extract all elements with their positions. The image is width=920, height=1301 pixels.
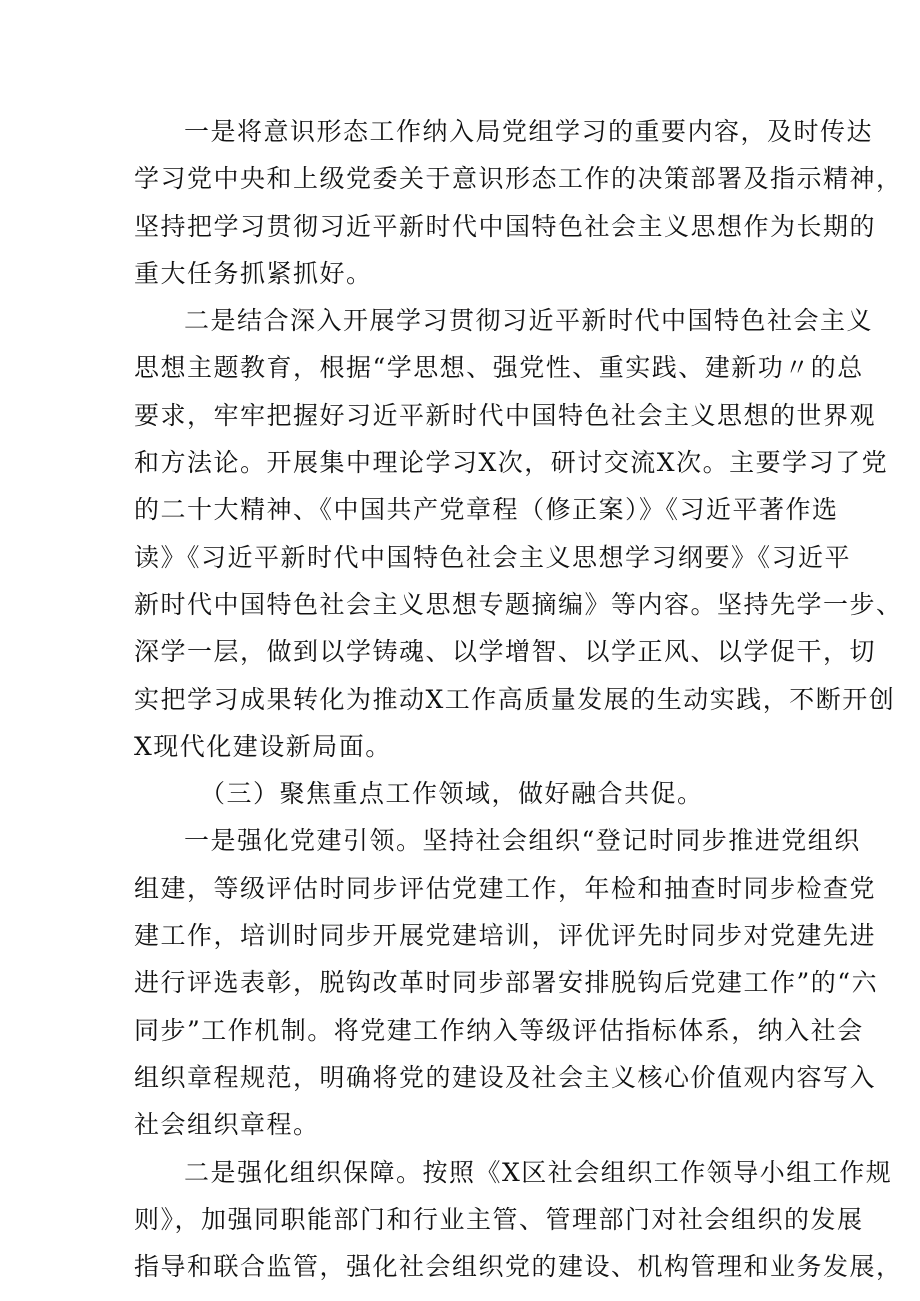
paragraph-line: 社会组织章程。 [134,1110,320,1140]
section-heading: （三）聚焦重点工作领域，做好融合共促。 [200,779,704,809]
paragraph-line: 一是强化党建引领。坚持社会组织“登记时同步推进党组织 [184,826,861,856]
paragraph-line: 建工作，培训时同步开展党建培训，评优评先时同步对党建先进 [134,921,877,951]
paragraph-line: 思想主题教育，根据“学思想、强党性、重实践、建新功〃的总 [134,353,864,383]
paragraph-line: 组建，等级评估时同步评估党建工作，年检和抽查时同步检查党 [134,873,877,903]
paragraph-line: 坚持把学习贯彻习近平新时代中国特色社会主义思想作为长期的 [134,211,877,241]
paragraph-line: X现代化建设新局面。 [134,731,392,761]
paragraph-line: 二是强化组织保障。按照《X区社会组织工作领导小组工作规 [184,1157,893,1187]
document-body [134,108,903,1290]
paragraph-line: 实把学习成果转化为推动X工作高质量发展的生动实践，不断开创 [134,684,896,714]
paragraph-line: 的二十大精神、《中国共产党章程（修正案）》《习近平著作选 [134,495,839,525]
paragraph-line: 指导和联合监管，强化社会组织党的建设、机构管理和业务发展， [134,1252,903,1282]
paragraph-line: 则》，加强同职能部门和行业主管、管理部门对社会组织的发展 [134,1204,864,1234]
paragraph-line: 深学一层，做到以学铸魂、以学增智、以学正风、以学促干，切 [134,637,877,667]
paragraph-line: 一是将意识形态工作纳入局党组学习的重要内容，及时传达 [184,117,874,146]
paragraph-line: 二是结合深入开展学习贯彻习近平新时代中国特色社会主义 [184,306,874,336]
paragraph-line: 和方法论。开展集中理论学习X次，研讨交流X次。主要学习了党 [134,448,889,478]
paragraph-line: 学习党中央和上级党委关于意识形态工作的决策部署及指示精神， [134,164,903,194]
paragraph-line: 要求，牢牢把握好习近平新时代中国特色社会主义思想的世界观 [134,400,877,430]
paragraph-line: 进行评选表彰，脱钩改革时同步部署安排脱钩后党建工作”的“六 [134,968,879,998]
paragraph-line: 重大任务抓紧抓好。 [134,258,373,288]
paragraph-line: 读》《习近平新时代中国特色社会主义思想学习纲要》《习近平 [134,542,852,572]
paragraph-line: 新时代中国特色社会主义思想专题摘编》等内容。坚持先学一步、 [134,589,903,619]
paragraph-line: 同步”工作机制。将党建工作纳入等级评估指标体系，纳入社会 [134,1015,864,1045]
paragraph-line: 组织章程规范，明确将党的建设及社会主义核心价值观内容写入 [134,1062,877,1092]
